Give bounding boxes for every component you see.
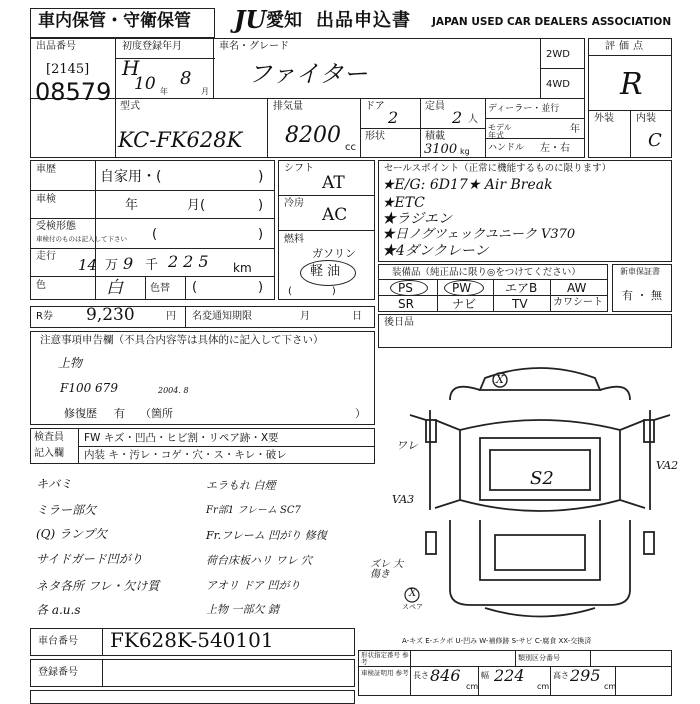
bottom-strip [30, 690, 355, 704]
history-label: 車歴 [36, 164, 56, 175]
reg-no-label: 登録番号 [38, 667, 78, 678]
inspector-note-right-4: 荷台床板ハリ ワレ 穴 [206, 554, 312, 567]
repair-part: （箇所 [140, 407, 173, 420]
registration-year-unit: 年 [160, 87, 168, 96]
inspector-note-right-5: アオリ ドア 凹がり [206, 579, 301, 592]
dealer-label: ディーラー・並行 [488, 104, 560, 114]
mileage-n1: 14 [78, 256, 98, 274]
inspector-note-2: ミラー部欠 [36, 503, 97, 517]
color-close: ) [258, 280, 264, 295]
color-code-label: 色替 [150, 283, 170, 294]
equip-navi[interactable]: ナビ [452, 297, 477, 311]
equipment-label: 装備品（純正品に限り◎をつけてください） [392, 267, 581, 278]
sales-point-2: ★ETC [382, 195, 425, 211]
capacity-unit: 人 [468, 114, 478, 125]
shape-label: 形状 [365, 131, 385, 142]
document-title: 出品申込書 [316, 10, 411, 31]
doors-value: 2 [388, 108, 399, 127]
dims-length-label: 長さ [413, 671, 429, 680]
interior-value: C [648, 130, 662, 151]
color-value: 白 [106, 278, 123, 298]
dims-width-label: 幅 [481, 671, 489, 680]
doors-label: ドア [365, 101, 385, 112]
inspection-year-unit: 年 [125, 198, 139, 213]
mileage-man: 万 [105, 258, 119, 273]
recycle-label: R券 [36, 311, 53, 322]
recycle-value: 9,230 [86, 305, 135, 325]
lot-number: 08579 [35, 78, 112, 106]
inspector-note-right-1: エラもれ 白煙 [206, 479, 276, 492]
inspector-label-1: 検査員 [34, 432, 64, 443]
rating-value: R [620, 67, 643, 102]
displacement-label: 排気量 [273, 101, 303, 112]
fuel-gasoline: ガソリン [312, 247, 356, 260]
diagram-mark-top: X [496, 373, 504, 386]
model-name-value: ファイター [248, 60, 368, 88]
repair-close: ） [355, 407, 366, 420]
load-unit: kg [460, 147, 470, 156]
name-change-label: 名変通知期限 [192, 311, 252, 322]
registration-era: H [122, 56, 140, 80]
drive-4wd: 4WD [546, 79, 570, 90]
reception-label: 受検形態 [36, 221, 76, 232]
warranty-label: 新車保証書 [620, 267, 660, 276]
registration-year: 10 [134, 74, 156, 94]
diagram-center: S2 [530, 468, 554, 489]
dims-height: 295 [570, 666, 601, 685]
model-name-label: 車名・グレード [219, 41, 289, 52]
equip-tv[interactable]: TV [512, 297, 528, 311]
capacity-value: 2 [452, 108, 463, 127]
post-installed-label: 後日品 [384, 317, 414, 328]
equip-airbag[interactable]: エアB [505, 281, 538, 295]
equip-ps[interactable]: PS [398, 281, 413, 295]
chassis-value: FK628K-540101 [110, 628, 274, 652]
notes-line-2: F100 679 [60, 381, 118, 395]
inspector-note-5: ネタ各所 フレ・欠け質 [36, 579, 160, 593]
sales-point-1: ★E/G: 6D17★ Air Break [382, 177, 553, 193]
mileage-label: 走行 [36, 251, 56, 262]
name-change-day: 日 [352, 311, 362, 322]
chassis-label: 車台番号 [38, 636, 78, 647]
diagram-right: VA2 [656, 459, 679, 472]
mileage-sen: 千 [145, 258, 159, 273]
diagram-side: ズレ 大 傷き [370, 559, 404, 580]
inspector-note-3: (Q) ランプ欠 [36, 527, 108, 541]
load-label: 積載 [425, 131, 445, 142]
equip-pw-circle [444, 280, 484, 296]
aircon-label: 冷房 [284, 198, 304, 209]
reg-no-box [30, 659, 355, 687]
inspector-note-right-3: Fr.フレーム 凹がり 修復 [206, 529, 327, 542]
reception-close: ) [258, 227, 264, 242]
rating-label: 評価点 [605, 41, 647, 52]
fuel-diesel: 軽 油 [310, 264, 341, 279]
model-year-label: モデル 年式 [488, 123, 512, 140]
capacity-label: 定員 [425, 101, 445, 112]
history-value: 自家用・( [100, 169, 162, 185]
diagram-left: ワレ [396, 439, 418, 452]
dims-form-label: 形状指定番号 参考 [361, 651, 409, 666]
dims-class-label: 類別区分番号 [518, 654, 560, 662]
equip-aw[interactable]: AW [567, 281, 587, 295]
shift-value: AT [322, 173, 345, 193]
brand-logo: JU [234, 5, 267, 34]
inspection-label: 車検 [36, 194, 56, 205]
diagram-spare-label: スペア [402, 603, 423, 611]
diagram-spare-mark: X [409, 588, 417, 599]
model-code-label: 型式 [120, 101, 140, 112]
sales-point-3: ★ラジエン [382, 211, 452, 227]
dims-cert-label: 車検証明用 参考 [361, 669, 409, 677]
warranty-value: 有 ・ 無 [622, 289, 662, 302]
interior-label: 内装 [636, 113, 656, 124]
inspector-note-right-2: Fr部1 フレーム SC7 [206, 505, 301, 516]
handle-label: ハンドル [488, 143, 525, 153]
model-year-unit: 年 [570, 124, 580, 135]
lot-label: 出品番号 [36, 41, 76, 52]
fuel-other: ( ) [288, 286, 336, 297]
repair-label: 修復歴 [64, 407, 97, 420]
registration-month: 8 [180, 68, 192, 89]
displacement-value: 8200 [285, 123, 341, 148]
handle-options: 左・右 [540, 143, 570, 154]
inspection-close: ) [258, 198, 264, 213]
dims-height-label: 高さ [553, 671, 569, 680]
notes-line-1: 上物 [58, 356, 83, 370]
equip-pw[interactable]: PW [452, 281, 472, 295]
shift-label: シフト [284, 163, 314, 174]
drive-2wd: 2WD [546, 49, 570, 60]
reception-sublabel: 車検付のものは記入して下さい [36, 235, 127, 243]
color-open: ( [192, 280, 198, 295]
registration-label: 初度登録年月 [122, 41, 182, 52]
displacement-unit: cc [345, 142, 356, 153]
mileage-n2: 9 [123, 254, 134, 273]
dims-width: 224 [494, 666, 525, 685]
association-name: JAPAN USED CAR DEALERS ASSOCIATION [432, 16, 672, 28]
model-code-value: KC-FK628K [118, 128, 243, 152]
vehicle-damage-diagram [390, 350, 690, 640]
diagram-legend: A-キズ E-エクボ U-凹み W-補修跡 S-サビ C-腐食 XX-交換済 [402, 637, 592, 645]
dims-height-unit: cm [604, 682, 617, 691]
inspector-label-2: 記入欄 [34, 448, 64, 459]
equip-ps-circle [390, 280, 428, 296]
inspector-note-4: サイドガード凹がり [36, 552, 143, 566]
dims-length: 846 [430, 666, 461, 685]
name-change-month: 月 [300, 311, 310, 322]
lot-code: [2145] [46, 62, 90, 77]
recycle-unit: 円 [166, 311, 176, 322]
inspection-month-unit: 月( [187, 198, 206, 213]
registration-month-unit: 月 [201, 87, 209, 96]
equip-sr[interactable]: SR [398, 297, 414, 311]
history-close: ) [258, 169, 264, 185]
dims-length-unit: cm [466, 682, 479, 691]
brand-name: 愛知 [266, 10, 302, 31]
sales-point-4: ★日ノグツェックユニーク V370 [382, 227, 576, 242]
dims-width-unit: cm [537, 682, 550, 691]
inspector-row-2: 内装 キ・汚レ・コゲ・穴・ス・キレ・破レ [84, 449, 287, 461]
diagram-left-2: VA3 [392, 493, 415, 506]
sales-point-5: ★4ダンクレーン [382, 243, 489, 259]
inspector-row-1: FW キズ・凹凸・ヒビ割・リペア跡・X要 [84, 432, 279, 444]
repair-value: 有 [114, 407, 125, 420]
aircon-value: AC [322, 205, 348, 225]
fuel-label: 燃料 [284, 234, 304, 245]
color-label: 色 [36, 280, 46, 291]
mileage-n3: 225 [168, 252, 214, 271]
equip-leather[interactable]: カワシート [553, 297, 603, 308]
notes-line-2-extra: 2004. 8 [158, 386, 189, 395]
sales-points-label: セールスポイント（正常に機能するものに限ります） [384, 163, 612, 174]
load-value: 3100 [424, 142, 458, 157]
inspector-note-1: キバミ [36, 477, 73, 491]
inspector-note-right-6: 上物 一部欠 錆 [206, 603, 279, 616]
reception-open: ( [152, 227, 158, 242]
mileage-unit: km [233, 261, 252, 275]
inspector-note-6: 各 a.u.s [36, 603, 81, 617]
notes-label: 注意事項申告欄（不具合内容等は具体的に記入して下さい） [40, 334, 324, 346]
storage-label: 車内保管・守衛保管 [38, 11, 191, 31]
exterior-label: 外装 [594, 113, 614, 124]
post-installed-box [378, 314, 672, 348]
